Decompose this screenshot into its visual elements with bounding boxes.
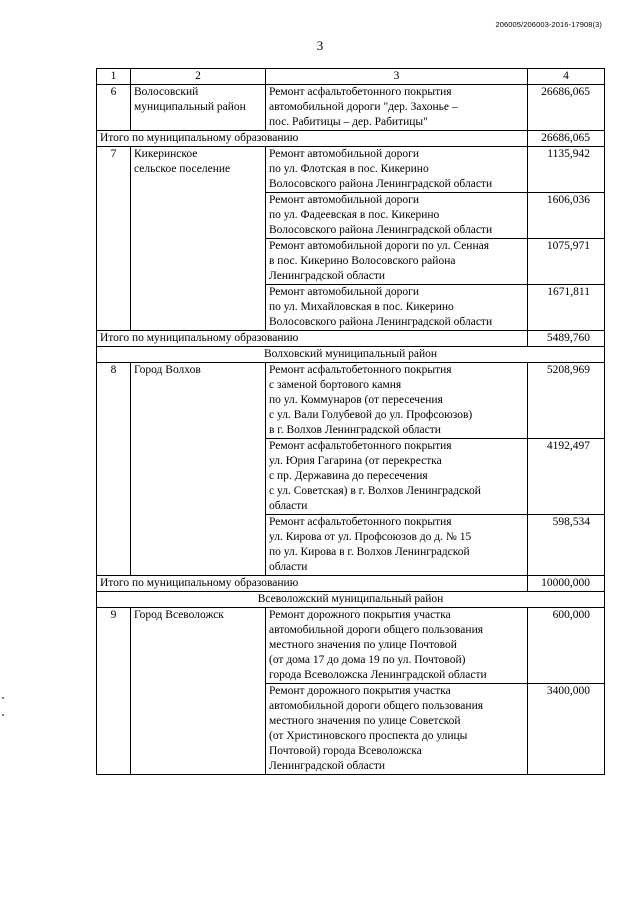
total-amount: 26686,065 (528, 131, 605, 147)
work-description: Ремонт автомобильной дороги по ул. Сенная в пос. Кикерино Волосовского района Ленинградской области (266, 239, 528, 285)
scan-speck (2, 714, 4, 716)
column-number: 2 (131, 69, 266, 85)
document-id: 206005/206003-2016-17908(3) (495, 20, 602, 29)
total-row (97, 131, 605, 147)
municipality: Кикеринское сельское поселение (131, 147, 266, 331)
amount: 1671,811 (528, 285, 605, 331)
scan-speck (2, 697, 4, 699)
total-label: Итого по муниципальному образованию (97, 331, 528, 347)
column-number: 3 (266, 69, 528, 85)
total-label: Итого по муниципальному образованию (97, 131, 528, 147)
work-description: Ремонт асфальтобетонного покрытия ул. Кирова от ул. Профсоюзов до д. № 15 по ул. Кирова в г. Волхов Ленинградской области (266, 515, 528, 576)
work-description: Ремонт автомобильной дороги по ул. Фадеевская в пос. Кикерино Волосовского района Ленинградской области (266, 193, 528, 239)
section-title: Волховский муниципальный район (97, 347, 605, 363)
amount: 1075,971 (528, 239, 605, 285)
table-row (97, 363, 605, 439)
column-number: 1 (97, 69, 131, 85)
table-row (97, 608, 605, 684)
amount: 3400,000 (528, 684, 605, 775)
section-title: Всеволожский муниципальный район (97, 592, 605, 608)
work-description: Ремонт дорожного покрытия участка автомобильной дороги общего пользования местного значения по улице Почтовой (от дома 17 до дома 19 по ул. Почтовой) города Всеволожска Ленинградской области (266, 608, 528, 684)
column-number-row (97, 69, 605, 85)
section-row (97, 347, 605, 363)
work-description: Ремонт асфальтобетонного покрытия с заменой бортового камня по ул. Коммунаров (от пересечения с ул. Вали Голубевой до ул. Профсоюзов) в г. Волхов Ленинградской области (266, 363, 528, 439)
page-number: 3 (316, 38, 324, 53)
work-description: Ремонт автомобильной дороги по ул. Флотская в пос. Кикерино Волосовского района Ленинградской области (266, 147, 528, 193)
table-row (97, 85, 605, 131)
row-number: 8 (97, 363, 131, 576)
municipality: Город Всеволожск (131, 608, 266, 775)
amount: 5208,969 (528, 363, 605, 439)
work-description: Ремонт автомобильной дороги по ул. Михайловская в пос. Кикерино Волосовского района Ленинградской области (266, 285, 528, 331)
column-number: 4 (528, 69, 605, 85)
work-description: Ремонт асфальтобетонного покрытия автомобильной дороги "дер. Захонье – пос. Рабитицы – дер. Рабитицы" (266, 85, 528, 131)
work-description: Ремонт асфальтобетонного покрытия ул. Юрия Гагарина (от перекрестка с пр. Державина до пересечения с ул. Советская) в г. Волхов Ленинградской области (266, 439, 528, 515)
table-row (97, 147, 605, 193)
total-row (97, 576, 605, 592)
section-row (97, 592, 605, 608)
amount: 1135,942 (528, 147, 605, 193)
amount: 600,000 (528, 608, 605, 684)
amount: 4192,497 (528, 439, 605, 515)
amount: 598,534 (528, 515, 605, 576)
municipality: Город Волхов (131, 363, 266, 576)
work-description: Ремонт дорожного покрытия участка автомобильной дороги общего пользования местного значения по улице Советской (от Христиновского проспекта до улицы Почтовой) города Всеволожска Ленинградской области (266, 684, 528, 775)
total-amount: 10000,000 (528, 576, 605, 592)
municipality: Волосовский муниципальный район (131, 85, 266, 131)
amount: 26686,065 (528, 85, 605, 131)
total-label: Итого по муниципальному образованию (97, 576, 528, 592)
total-row (97, 331, 605, 347)
row-number: 9 (97, 608, 131, 775)
row-number: 6 (97, 85, 131, 131)
amount: 1606,036 (528, 193, 605, 239)
row-number: 7 (97, 147, 131, 331)
total-amount: 5489,760 (528, 331, 605, 347)
funding-table (96, 68, 605, 775)
